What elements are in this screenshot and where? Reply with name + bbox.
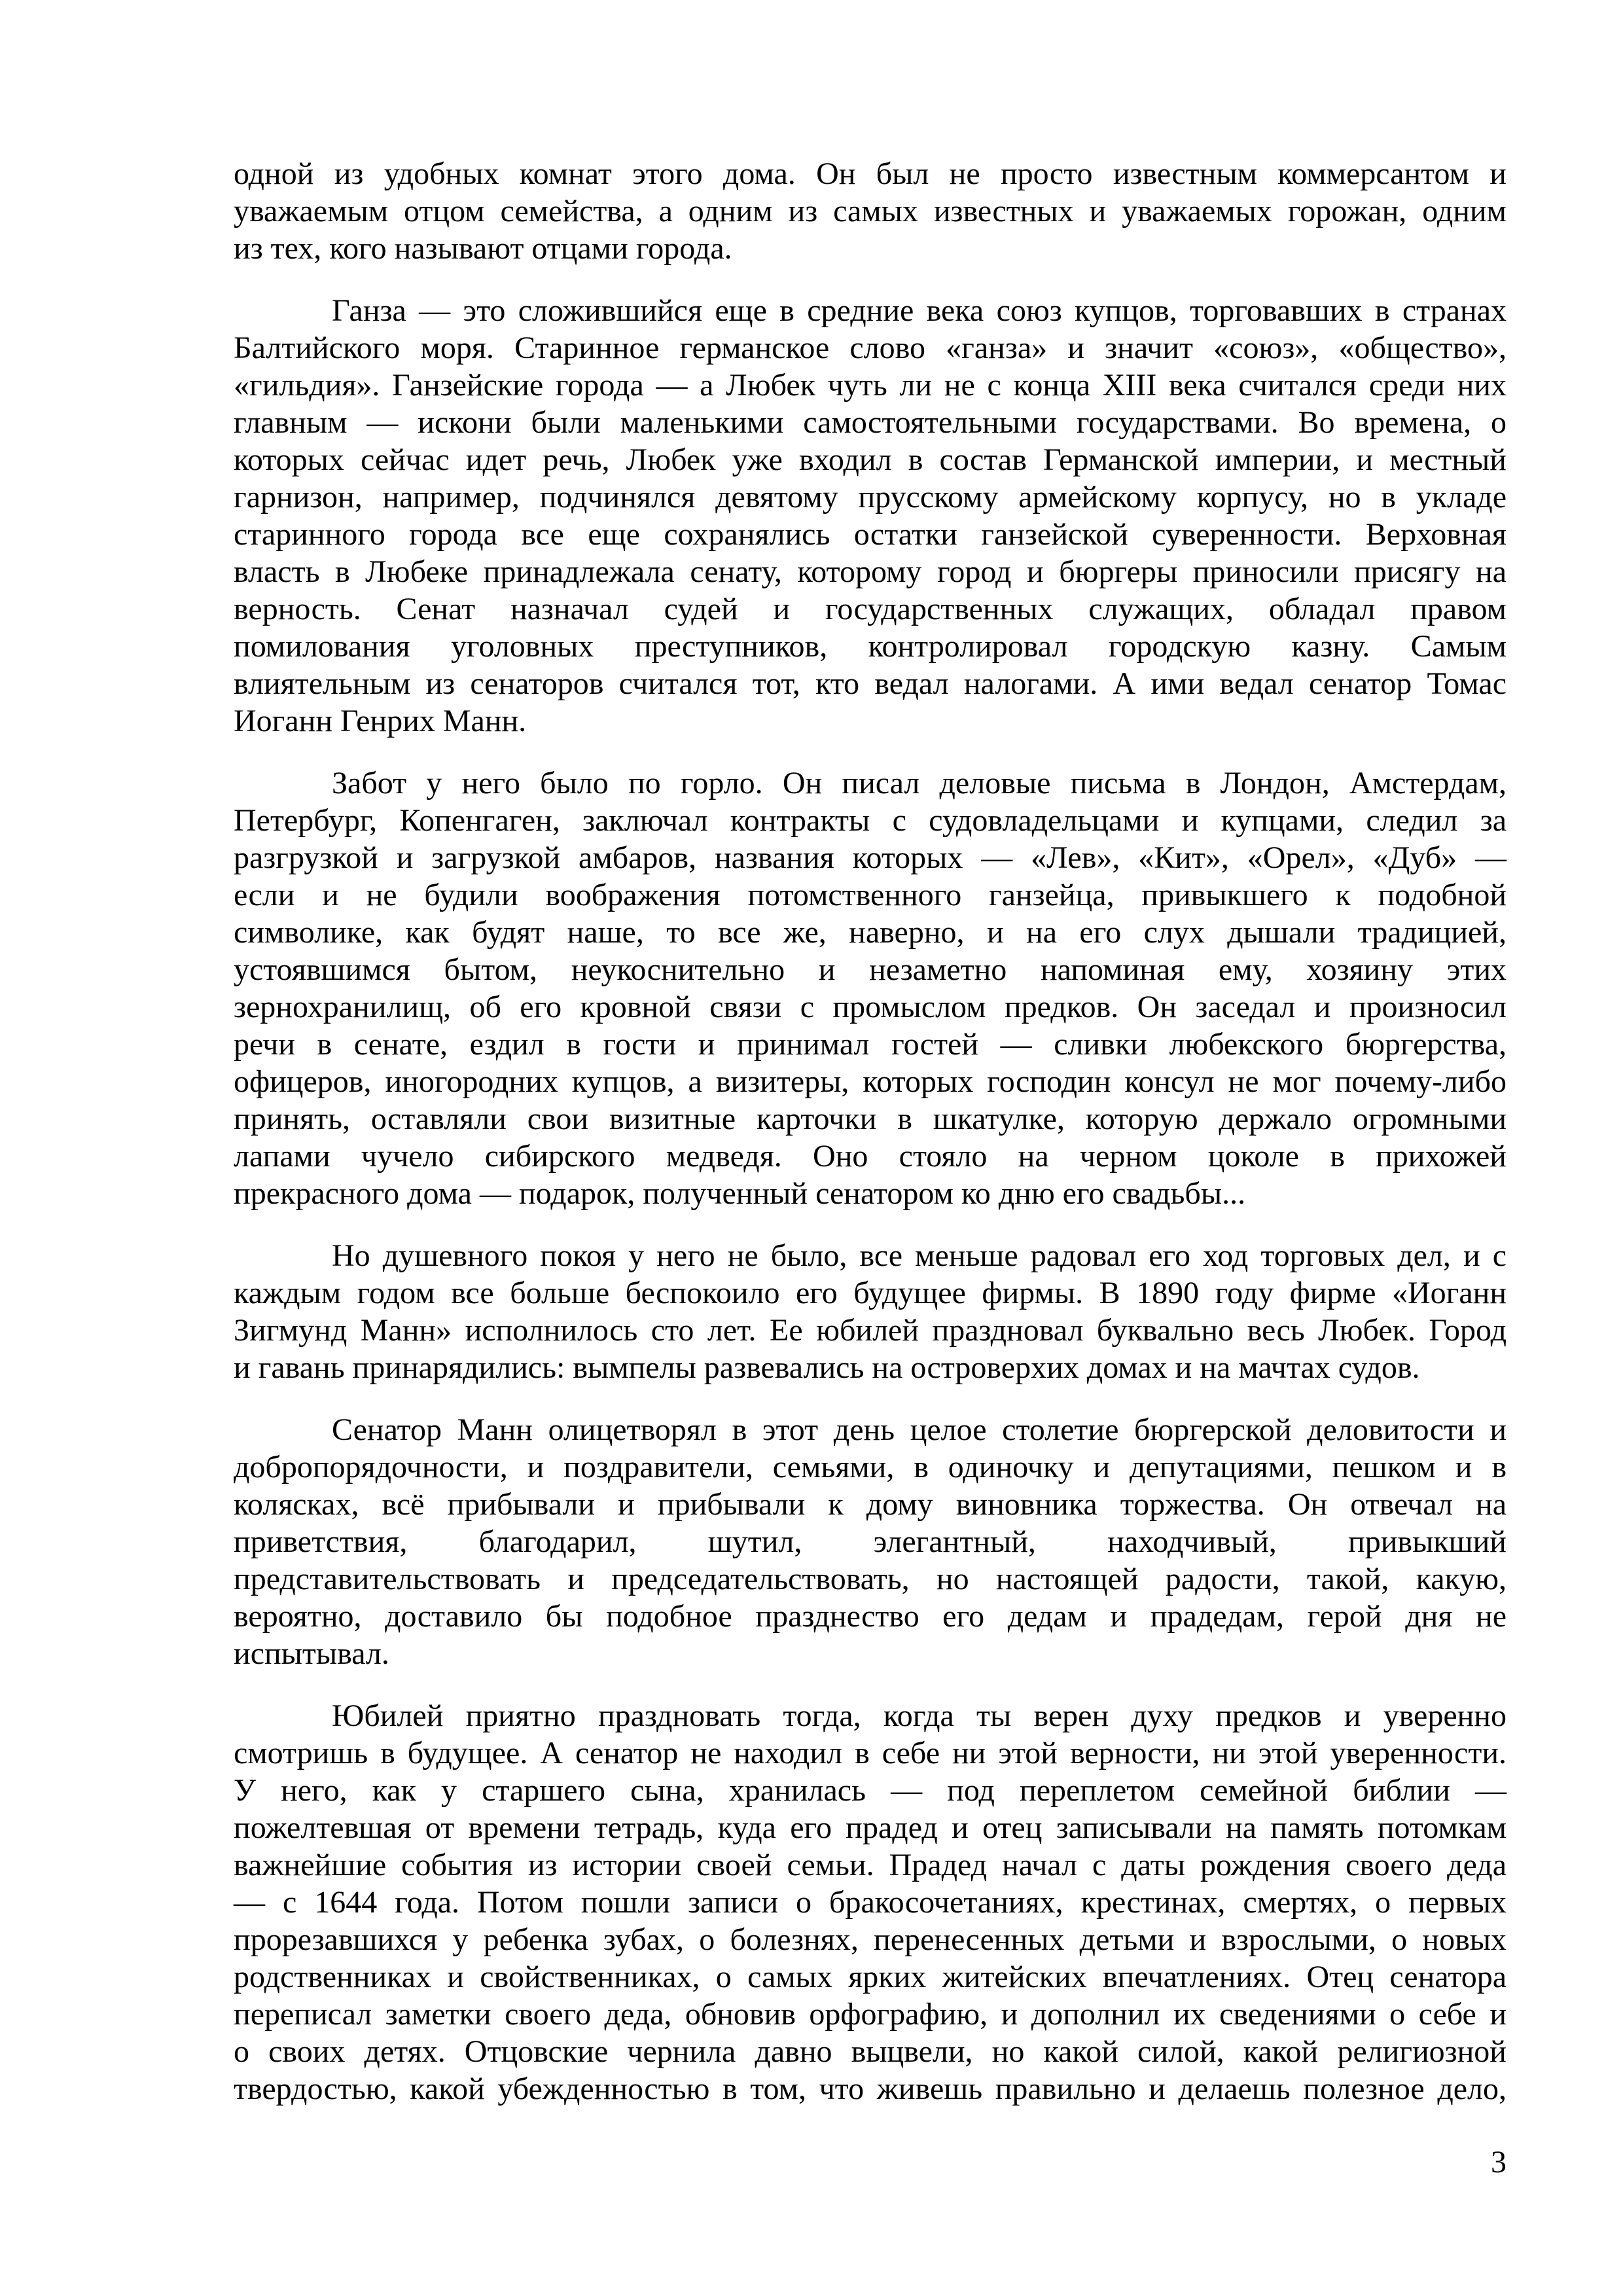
paragraph — [234, 1411, 1507, 1672]
text-line: Но душевного покоя у него не было, все меньше радовал его ход торговых дел, и с — [332, 1238, 1507, 1273]
text-line: уважаемым отцом семейства, а одним из самых известных и уважаемых горожан, одним — [234, 194, 1507, 228]
text-line: влиятельным из сенаторов считался тот, кто ведал налогами. А ими ведал сенатор Томас — [234, 666, 1507, 701]
paragraph — [234, 764, 1507, 1212]
text-line: верность. Сенат назначал судей и государственных служащих, обладал правом — [234, 592, 1507, 626]
text-line: и гавань принарядились: вымпелы развевались на островерхих домах и на мачтах судов. — [234, 1350, 1420, 1385]
paragraph — [234, 292, 1507, 740]
text-line: Зигмунд Манн» исполнилось сто лет. Ее юбилей праздновал буквально весь Любек. Город — [234, 1313, 1507, 1348]
text-line: речи в сенате, ездил в гости и принимал гостей — сливки любекского бюргерства, — [234, 1027, 1507, 1062]
text-line: родственниках и свойственниках, о самых ярких житейских впечатлениях. Отец сенатора — [234, 1960, 1507, 1994]
text-line: лапами чучело сибирского медведя. Оно стояло на черном цоколе в прихожей — [234, 1139, 1507, 1174]
text-line: вероятно, доставило бы подобное празднество его дедам и прадедам, герой дня не — [234, 1599, 1507, 1634]
text-line: испытывал. — [234, 1636, 389, 1671]
text-line: переписал заметки своего деда, обновив орфографию, и дополнил их сведениями о себе и — [234, 1997, 1507, 2032]
text-line: помилования уголовных преступников, контролировал городскую казну. Самым — [234, 629, 1507, 664]
text-line: Забот у него было по горло. Он писал деловые письма в Лондон, Амстердам, — [332, 766, 1507, 800]
page-number: 3 — [1491, 2145, 1507, 2179]
text-line: Ганза — это сложившийся еще в средние века союз купцов, торговавших в странах — [332, 293, 1507, 328]
text-line: о своих детях. Отцовские чернила давно выцвели, но какой силой, какой религиозной — [234, 2034, 1507, 2069]
text-line: устоявшимся бытом, неукоснительно и незаметно напоминая ему, хозяину этих — [234, 952, 1507, 987]
text-line: представительствовать и председательствовать, но настоящей радости, такой, какую, — [234, 1562, 1507, 1596]
text-line: «гильдия». Ганзейские города — а Любек чуть ли не с конца XIII века считался среди них — [234, 368, 1507, 403]
text-line: прорезавшихся у ребенка зубах, о болезнях, перенесенных детьми и взрослыми, о новых — [234, 1922, 1507, 1957]
text-line: Балтийского моря. Старинное германское слово «ганза» и значит «союз», «общество», — [234, 331, 1507, 365]
text-line: пожелтевшая от времени тетрадь, куда его прадед и отец записывали на память потомкам — [234, 1810, 1507, 1845]
text-line: приветствия, благодарил, шутил, элегантный, находчивый, привыкший — [234, 1524, 1507, 1559]
paragraph — [234, 1237, 1507, 1386]
paragraph — [234, 155, 1507, 267]
text-line: важнейшие события из истории своей семьи. Прадед начал с даты рождения своего деда — [234, 1848, 1507, 1882]
text-line: каждым годом все больше беспокоило его будущее фирмы. В 1890 году фирме «Иоганн — [234, 1276, 1507, 1310]
text-line: зернохранилищ, об его кровной связи с промыслом предков. Он заседал и произносил — [234, 990, 1507, 1024]
text-line: колясках, всё прибывали и прибывали к дому виновника торжества. Он отвечал на — [234, 1487, 1507, 1522]
text-line: старинного города все еще сохранялись остатки ганзейской суверенности. Верховная — [234, 517, 1507, 552]
text-line: разгрузкой и загрузкой амбаров, названия которых — «Лев», «Кит», «Орел», «Дуб» — — [234, 840, 1507, 875]
text-line: Иоганн Генрих Манн. — [234, 704, 527, 738]
text-line: если и не будили воображения потомственного ганзейца, привыкшего к подобной — [234, 878, 1507, 912]
text-line: офицеров, иногородних купцов, а визитеры, которых господин консул не мог почему-либо — [234, 1064, 1507, 1099]
text-line: власть в Любеке принадлежала сенату, которому город и бюргеры приносили присягу на — [234, 554, 1507, 589]
text-line: Сенатор Манн олицетворял в этот день целое столетие бюргерской деловитости и — [332, 1412, 1507, 1447]
text-line: твердостью, какой убежденностью в том, что живешь правильно и делаешь полезное дело, — [234, 2072, 1507, 2106]
text-line: добропорядочности, и поздравители, семьями, в одиночку и депутациями, пешком и в — [234, 1450, 1507, 1484]
text-line: У него, как у старшего сына, хранилась — под переплетом семейной библии — — [234, 1773, 1507, 1808]
text-line: одной из удобных комнат этого дома. Он был не просто известным коммерсантом и — [234, 156, 1507, 191]
document-body — [234, 155, 1507, 2132]
text-line: принять, оставляли свои визитные карточки в шкатулке, которую держало огромными — [234, 1102, 1507, 1136]
text-line: смотришь в будущее. А сенатор не находил в себе ни этой верности, ни этой уверенности. — [234, 1736, 1507, 1770]
text-line: гарнизон, например, подчинялся девятому прусскому армейскому корпусу, но в укладе — [234, 480, 1507, 514]
text-line: символике, как будят наше, то все же, наверно, и на его слух дышали традицией, — [234, 915, 1507, 950]
text-line: Петербург, Копенгаген, заключал контракты с судовладельцами и купцами, следил за — [234, 803, 1507, 838]
text-line: из тех, кого называют отцами города. — [234, 231, 732, 266]
text-line: которых сейчас идет речь, Любек уже входил в состав Германской империи, и местный — [234, 442, 1507, 477]
text-line: главным — искони были маленькими самостоятельными государствами. Во времена, о — [234, 405, 1507, 440]
paragraph — [234, 1697, 1507, 2108]
text-line: прекрасного дома — подарок, полученный сенатором ко дню его свадьбы... — [234, 1176, 1246, 1211]
text-line: Юбилей приятно праздновать тогда, когда ты верен духу предков и уверенно — [332, 1698, 1507, 1733]
text-line: — с 1644 года. Потом пошли записи о бракосочетаниях, крестинах, смертях, о первых — [234, 1885, 1507, 1920]
